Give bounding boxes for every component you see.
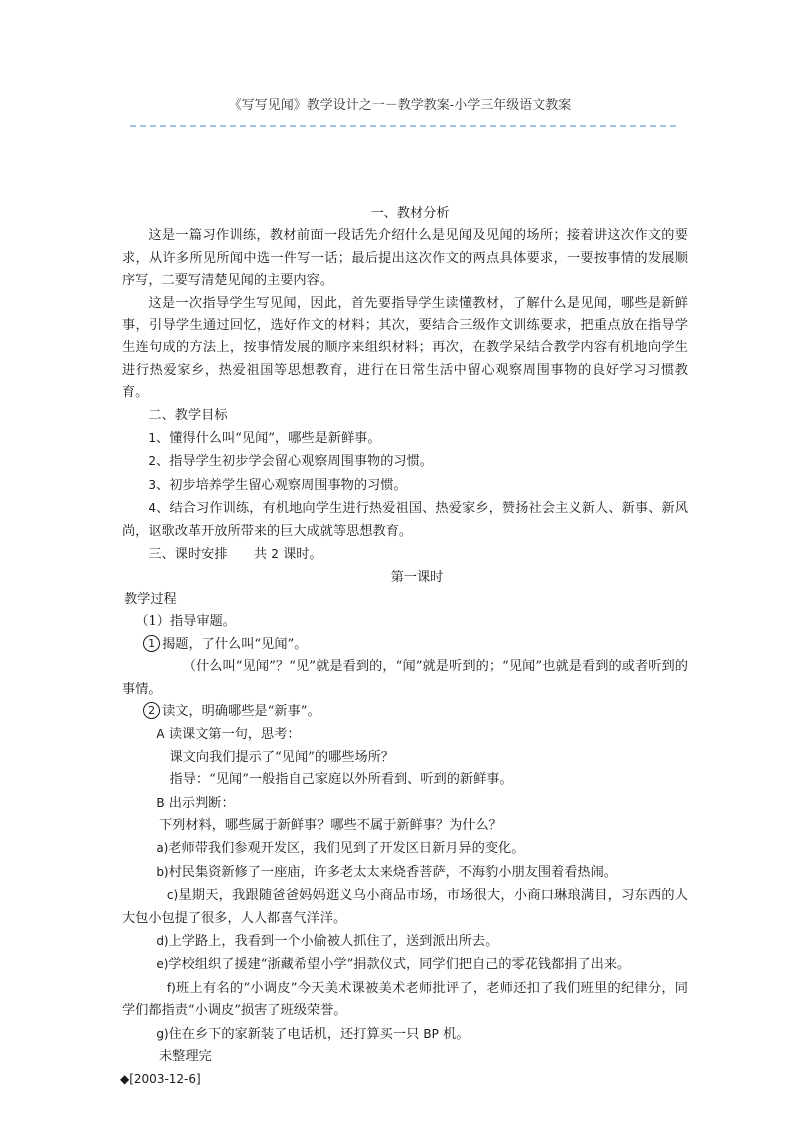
paragraph-2: 这是一次指导学生写见闻，因此，首先要指导学生读懂教材，了解什么是见闻，哪些是新鲜事，引导学生通过回忆，选好作文的材料；其次，要结合三级作文训练要求，把重点放在指导学生连句成的方法上，按事情发展的顺序来组织材料；再次，在教学呆结合教学内容有机地向学生进行热爱家乡，热爱祖国等思想教育，进行在日常生活中留心观察周围事物的良好学习习惯教育。 <box>122 295 688 401</box>
section-heading-2: 二、教学目标 <box>148 407 228 423</box>
task-letter: A <box>156 727 165 742</box>
item-letter: b) <box>156 864 169 879</box>
unfinished-note: 未整理完 <box>158 1049 212 1065</box>
goal-number: 4 <box>148 501 157 516</box>
item-text: 住在乡下的家新装了电话机，还打算买一只 <box>168 1026 420 1042</box>
item-text: 上学路上，我看到一个小偷被人抓住了，送到派出所去。 <box>168 934 499 949</box>
goal-item-4 <box>122 497 688 543</box>
sub-step-text: 揭题，了什么叫“见闻”。 <box>162 636 308 652</box>
section-heading-3 <box>122 543 688 566</box>
sub-step-text: 读文，明确哪些是“新事”。 <box>162 703 321 719</box>
task-text: 读课文第一句，思考： <box>168 727 301 743</box>
item-letter: e) <box>156 957 169 972</box>
item-letter: f) <box>166 980 176 995</box>
sub-step-1 <box>122 634 688 656</box>
schedule-unit: 课时。 <box>283 547 323 563</box>
diamond-bullet-icon: ◆ <box>120 1072 130 1087</box>
date-line <box>120 1068 688 1091</box>
goal-item-2 <box>122 450 688 473</box>
goal-text: 、初步培养学生留心观察周围事物的习惯。 <box>156 477 407 493</box>
goal-item-3 <box>122 474 688 497</box>
document-body <box>122 203 688 1092</box>
task-a <box>122 723 688 746</box>
paragraph-1: 这是一篇习作训练，教材前面一段话先介绍什么是见闻及见闻的场所；接着讲这次作文的要求，从许多所见所闻中选一件写一话；最后提出这次作文的两点具体要求，一要按事情的发展顺序写，二要写清楚见闻的主要内容。 <box>122 228 688 289</box>
item-text: 星期天，我跟随爸爸妈妈逛义乌小商品市场，市场很大，小商口琳琅满目，习东西的人大包小包提了很多，人人都喜气洋洋。 <box>122 888 688 926</box>
definition-paragraph: （什么叫“见闻”？“见”就是看到的，“闻”就是听到的；“见闻”也就是看到的或者听到的事情。 <box>122 659 688 697</box>
item-letter: g) <box>156 1026 169 1041</box>
step-number: （1） <box>135 614 170 630</box>
material-item-e <box>122 953 688 976</box>
circled-number-2: 2 <box>143 702 160 719</box>
item-code: BP <box>423 1026 439 1041</box>
schedule-label: 三、课时安排 共 <box>148 547 268 563</box>
goal-text: 、结合习作训练，有机地向学生进行热爱祖国、热爱家乡，赞扬社会主义新人、新事、新风尚，讴歌改革开放所带来的巨大成就等思想教育。 <box>122 501 688 539</box>
step-1 <box>122 611 688 633</box>
task-a-question: 课文向我们提示了“见闻”的哪些场所？ <box>169 749 394 765</box>
task-text: 出示判断： <box>168 795 235 811</box>
material-item-a <box>122 837 688 860</box>
item-letter: a) <box>156 841 169 856</box>
section-heading-1: 一、教材分析 <box>370 206 450 221</box>
item-text: 学校组织了援建“浙藏希望小学”捐款仪式，同学们把自己的零花钱都捐了出来。 <box>168 957 631 973</box>
task-letter: B <box>156 795 165 810</box>
lesson-heading: 第一课时 <box>390 569 444 585</box>
document-date: [2003-12-6] <box>129 1072 201 1087</box>
item-letter: d) <box>156 934 169 948</box>
item-text-tail: 机。 <box>443 1026 470 1042</box>
material-item-g <box>122 1023 688 1046</box>
item-letter: c) <box>166 888 179 903</box>
goal-text: 、懂得什么叫“见闻”，哪些是新鲜事。 <box>156 431 381 447</box>
goal-number: 2 <box>148 454 157 469</box>
goal-item-1 <box>122 427 688 450</box>
goal-number: 3 <box>148 477 157 492</box>
material-item-c <box>122 884 688 930</box>
goal-text: 、指导学生初步学会留心观察周围事物的习惯。 <box>156 454 433 470</box>
sub-step-2 <box>122 701 688 723</box>
step-text: 指导审题。 <box>169 614 236 630</box>
material-item-f <box>122 977 688 1023</box>
document-title: 《写写见闻》教学设计之一－教学教案-小学三年级语文教案 <box>228 98 572 113</box>
goal-number: 1 <box>148 431 157 446</box>
circled-number-1: 1 <box>143 635 160 652</box>
task-b <box>122 792 688 815</box>
process-heading: 教学过程 <box>124 591 177 607</box>
task-a-guide: 指导：“见闻”一般指自己家庭以外所看到、听到的新鲜事。 <box>169 772 513 788</box>
task-b-question: 下列材料，哪些属于新鲜事？哪些不属于新鲜事？为什么？ <box>158 817 502 833</box>
material-item-d <box>122 930 688 953</box>
item-text: 班上有名的“小调皮”今天美术课被美术老师批评了，老师还扣了我们班里的纪律分，同学们都指责“小调皮”损害了班级荣誉。 <box>122 980 688 1019</box>
title-divider <box>130 125 676 127</box>
material-item-b <box>122 861 688 884</box>
schedule-count: 2 <box>271 547 279 562</box>
item-text: 老师带我们参观开发区，我们见到了开发区日新月异的变化。 <box>168 841 525 857</box>
item-text: 村民集资新修了一座庙，许多老太太来烧香菩萨，不海豹小朋友围着看热闹。 <box>168 864 617 880</box>
